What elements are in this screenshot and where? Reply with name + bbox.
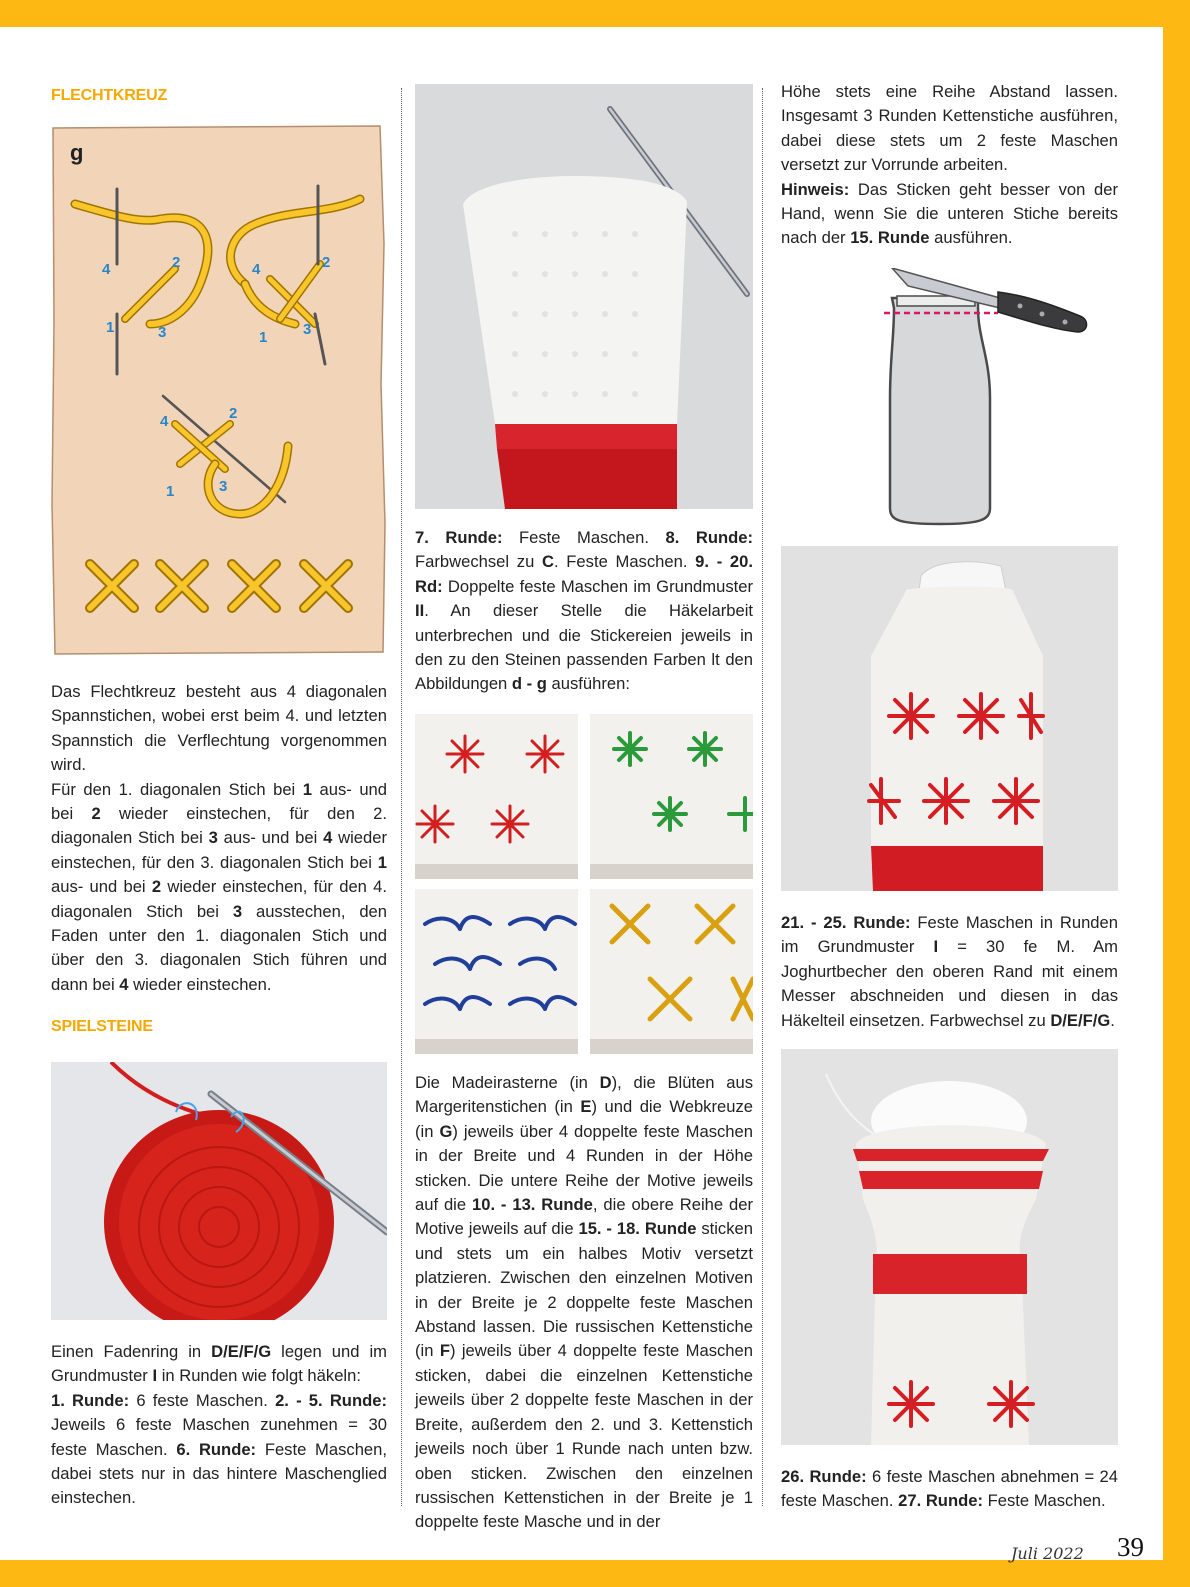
yogurt-cup-knife-illustration xyxy=(880,268,1090,530)
photo-crochet-ring xyxy=(51,1062,387,1320)
diagram-number: 2 xyxy=(229,405,238,422)
rounds-21-25: 21. - 25. Runde: Feste Maschen in Runden im Grundmuster I = 30 fe M. Am Joghurtbecher den oberen Rand mit einem Messer abschneiden und diesen in das Häkelteil einsetzen. Farbwechsel zu D/E/F/G. xyxy=(781,913,1119,1030)
section-heading-spielsteine: SPIELSTEINE xyxy=(51,1018,153,1035)
diagram-number: 1 xyxy=(259,329,268,346)
diagram-number: 3 xyxy=(303,321,312,338)
right-accent-bar xyxy=(1163,0,1190,1587)
spielsteine-intro: Einen Fadenring in D/E/F/G legen und im Grundmuster I in Runden wie folgt häkeln: xyxy=(51,1342,387,1386)
diagram-number: 4 xyxy=(102,261,111,278)
diagram-number: 3 xyxy=(158,324,167,341)
photo-embroidery-grid xyxy=(415,714,753,1054)
diagram-number: 1 xyxy=(106,319,115,336)
diagram-number: 4 xyxy=(160,413,169,430)
column-divider xyxy=(401,88,402,1506)
top-accent-bar xyxy=(0,0,1190,27)
diagram-number: 2 xyxy=(172,254,181,271)
bottom-accent-bar xyxy=(0,1560,1190,1587)
photo-crochet-cup xyxy=(415,84,753,509)
photo-embroidered-piece xyxy=(781,546,1118,891)
rounds-7-20: 7. Runde: Feste Maschen. 8. Runde: Farbwechsel zu C. Feste Maschen. 9. - 20. Rd: Doppelte feste Maschen im Grundmuster II. An dieser Stelle die Häkelarbeit unterbrechen und die Stickereien jeweils in den zu den Steinen passenden Farben lt den Abbildungen d - g ausführen: xyxy=(415,528,753,694)
rounds-26-27: 26. Runde: 6 feste Maschen abnehmen = 24 feste Maschen. 27. Runde: Feste Maschen. xyxy=(781,1467,1118,1511)
embroidery-instructions: Die Madeirasterne (in D), die Blüten aus Margeritenstichen (in E) und die Webkreuze (in G) jeweils über 4 doppelte feste Maschen in der Breite und 4 Runden in der Höhe sticken. Die untere Reihe der Motive jeweils auf die 10. - 13. Runde, die obere Reihe der Motive jeweils auf die 15. - 18. Runde sticken und stets um ein halbes Motiv versetzt platzieren. Zwischen den einzelnen Motiven in der Breite je 2 doppelte feste Maschen Abstand lassen. Die russischen Kettenstiche (in F) jeweils über 4 doppelte feste Maschen sticken, dabei die einzelnen Kettenstiche jeweils über 2 doppelte feste Maschen in der Breite, außerdem den 2. und 3. Kettenstich jeweils noch über 1 Runde nach unten bzw. oben sticken. Zwischen den einzelnen russischen Kettenstichen in der Breite je 1 doppelte feste Masche und in der xyxy=(415,1073,753,1532)
column-divider xyxy=(762,88,763,1506)
flechtkreuz-intro: Das Flechtkreuz besteht aus 4 diagonalen Spannstichen, wobei erst beim 4. und letzten Spannstich die Verflechtung vorgenommen wird. xyxy=(51,682,387,775)
diagram-number: 4 xyxy=(252,261,261,278)
diagram-number: 3 xyxy=(219,478,228,495)
photo-finished-piece xyxy=(781,1049,1118,1445)
spielsteine-rounds: 1. Runde: 6 feste Maschen. 2. - 5. Runde: Jeweils 6 feste Maschen zunehmen = 30 feste Maschen. 6. Runde: Feste Maschen, dabei stets nur in das hintere Maschenglied einstechen. xyxy=(51,1390,387,1508)
flechtkreuz-instructions: Für den 1. diagonalen Stich bei 1 aus- und bei 2 wieder einstechen, für den 2. diagonalen Stich bei 3 aus- und bei 4 wieder einstechen, für den 3. diagonalen Stich bei 1 aus- und bei 2 wieder einstechen, für den 4. diagonalen Stich bei 3 ausstechen, den Faden unter den 1. diagonalen Stich und über den 3. diagonalen Stich führen und dann bei 4 wieder einstechen. xyxy=(51,779,388,994)
section-heading-flechtkreuz: FLECHTKREUZ xyxy=(51,87,168,104)
hint-paragraph: Hinweis: Das Sticken geht besser von der Hand, wenn Sie die unteren Stiche bereits nach der 15. Runde ausführen. xyxy=(781,179,1118,248)
diagram-number: 1 xyxy=(166,483,175,500)
chain-stitch-continuation: Höhe stets eine Reihe Abstand lassen. Insgesamt 3 Runden Kettenstiche ausführen, dabei diese stets um 2 feste Maschen versetzt zur Vorrunde arbeiten. xyxy=(781,82,1118,175)
diagram-number: 2 xyxy=(322,254,331,271)
flechtkreuz-diagram xyxy=(50,124,388,658)
page-number: 39 xyxy=(1117,1532,1144,1562)
diagram-letter: g xyxy=(70,140,84,165)
issue-date: Juli 2022 xyxy=(1011,1544,1084,1563)
